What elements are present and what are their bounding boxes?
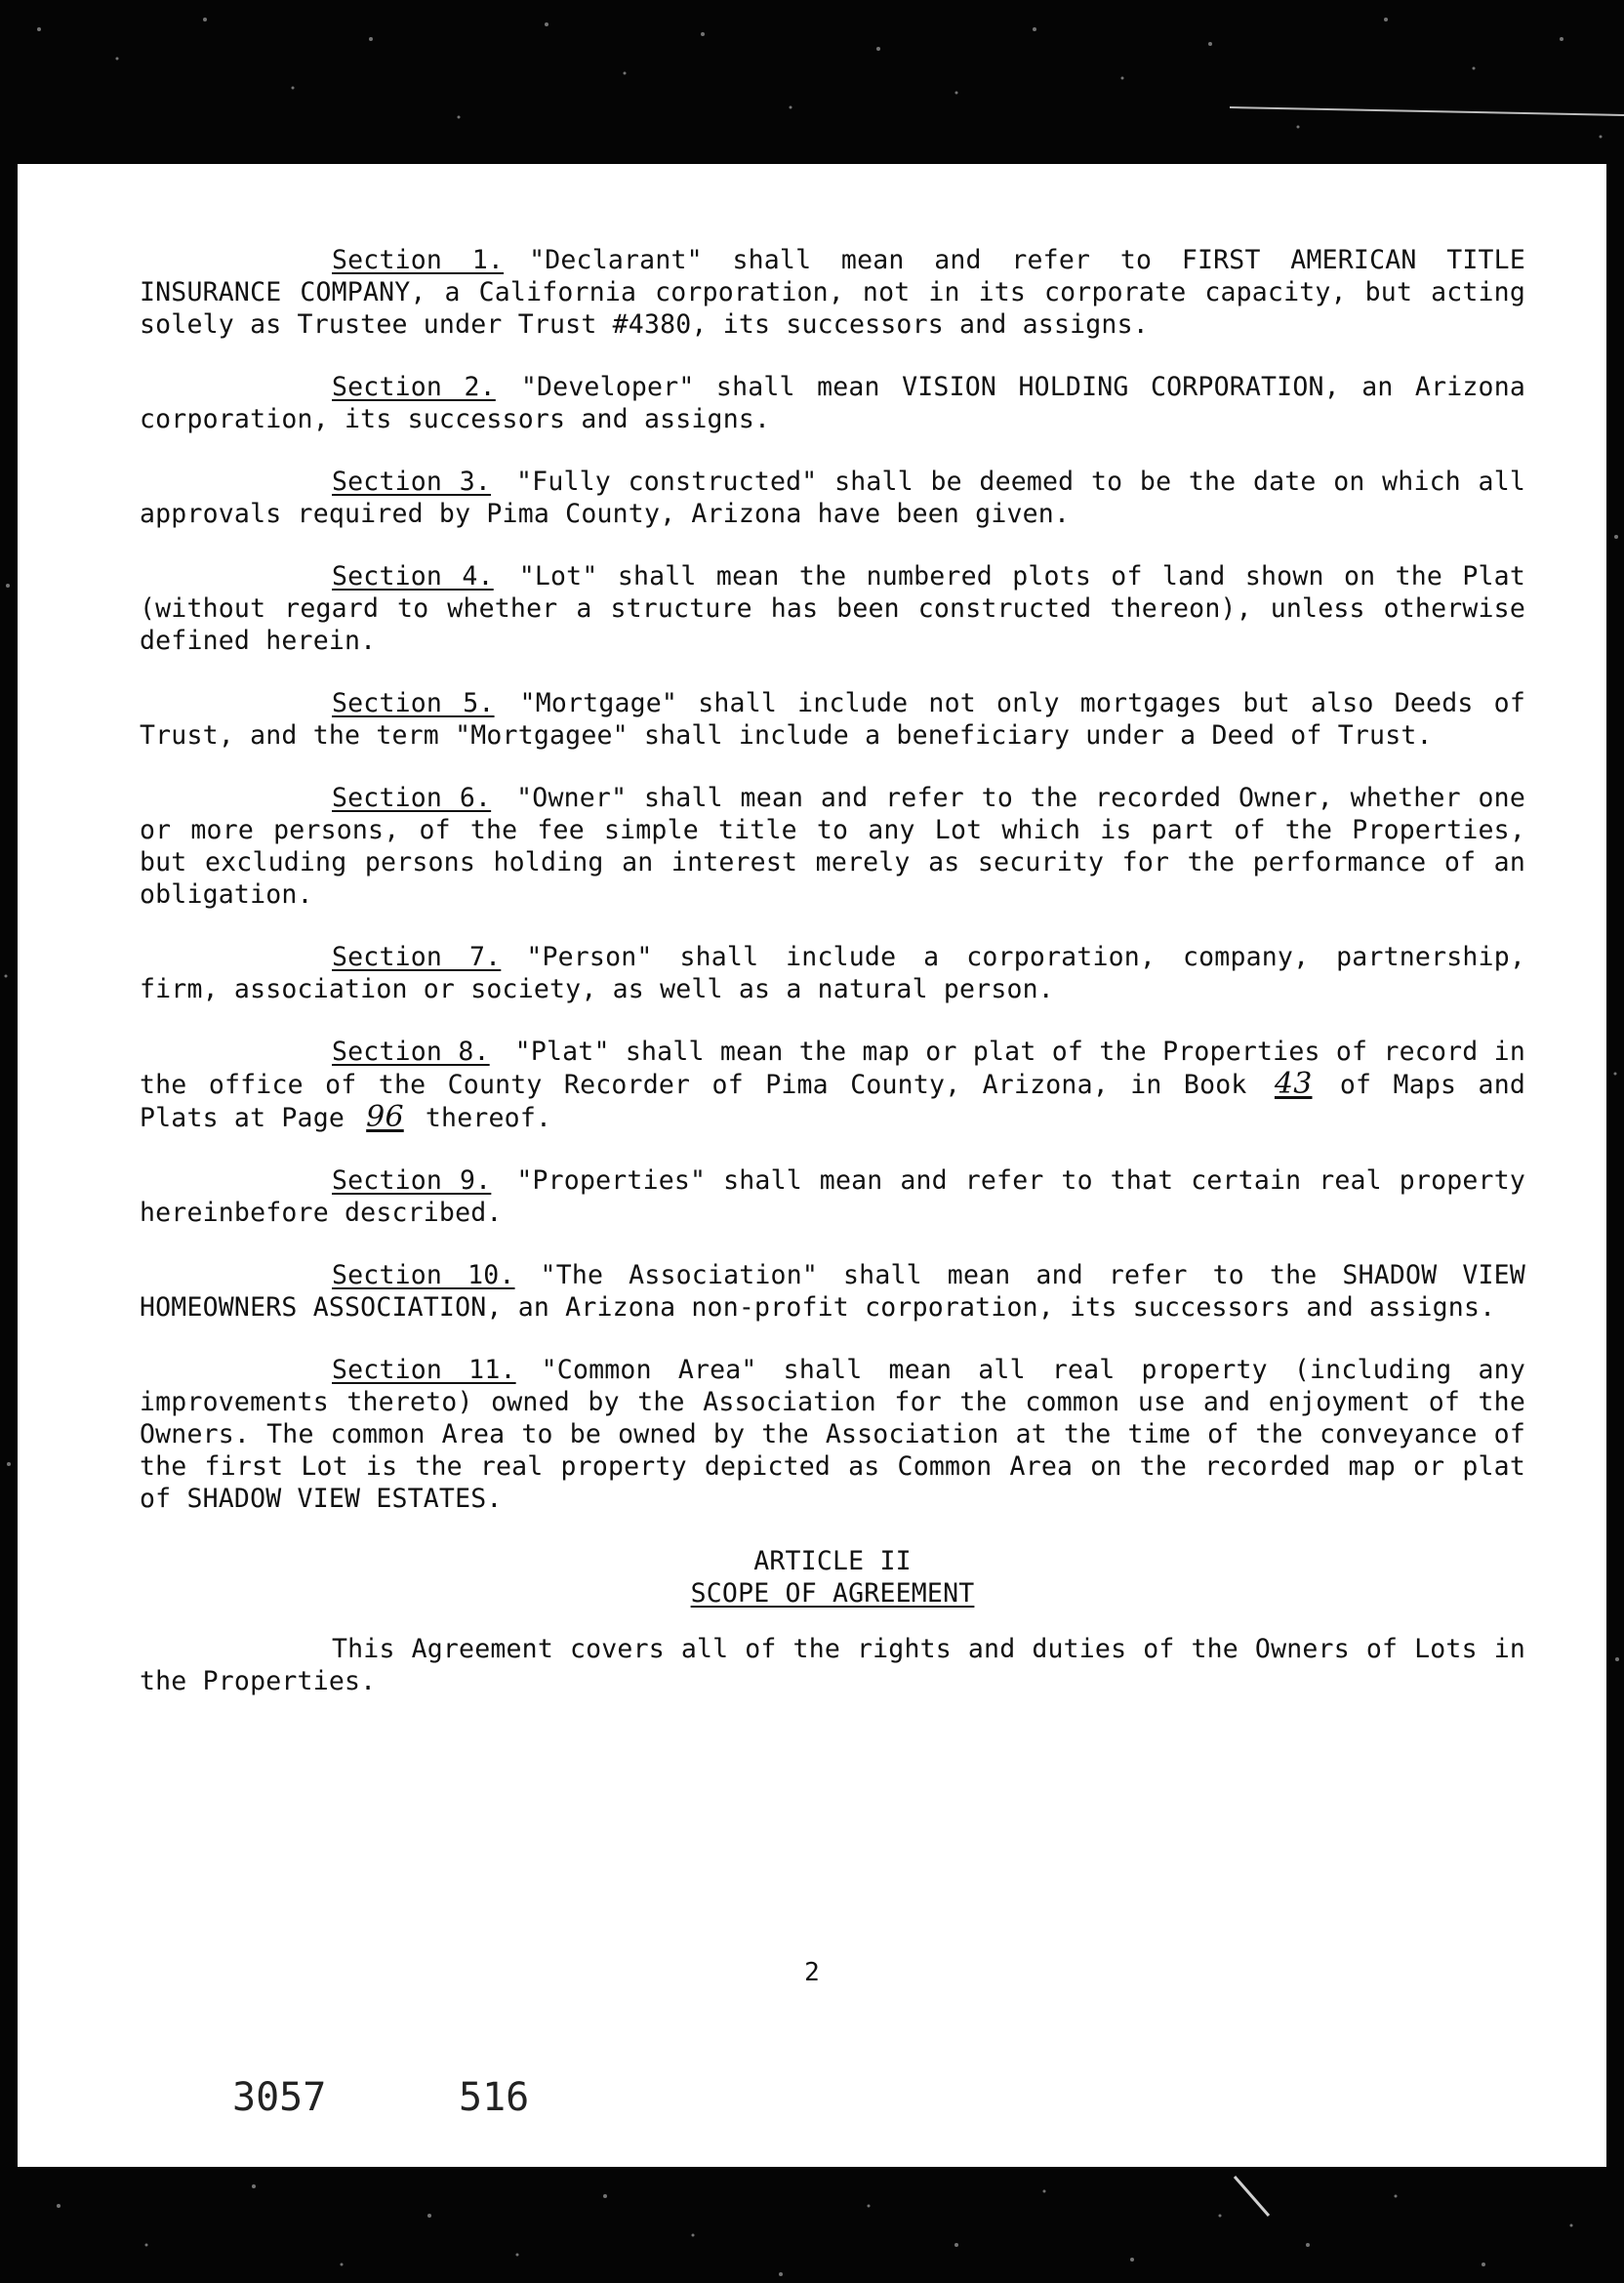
section-text: "Plat" shall mean the map or plat of the Properties of record in the office of the County Recorder of Pima County, Arizona, in Book bbox=[140, 1037, 1525, 1100]
section-text: "The Association" shall mean and refer to the SHADOW VIEW HOMEOWNERS ASSOCIATION, an Arizona non-profit corporation, its successors and assigns. bbox=[140, 1260, 1525, 1323]
section-heading: Section 11. bbox=[332, 1355, 516, 1385]
section-text: "Owner" shall mean and refer to the recorded Owner, whether one or more persons, of the fee simple title to any Lot which is part of the Properties, but excluding persons holding an interest merely as security for the performance of an obligation. bbox=[140, 783, 1525, 910]
page-number: 2 bbox=[804, 1958, 820, 1987]
section-text: "Common Area" shall mean all real property (including any improvements thereto) owned by the Association for the common use and enjoyment of the Owners. The common Area to be owned by the Association at the time of the conveyance of the first Lot is the real property depicted as Common Area on the recorded map or plat of SHADOW VIEW ESTATES. bbox=[140, 1355, 1525, 1514]
article-heading bbox=[140, 1545, 1525, 1610]
section-8 bbox=[140, 1036, 1525, 1134]
section-heading: Section 9. bbox=[332, 1165, 492, 1196]
section-text-continued: of Maps and Plats at Page bbox=[140, 1070, 1526, 1133]
handwritten-page-number: 96 bbox=[366, 1100, 404, 1134]
section-heading: Section 3. bbox=[332, 467, 492, 497]
document-body bbox=[140, 244, 1525, 1728]
handwritten-book-number: 43 bbox=[1274, 1067, 1313, 1101]
section-2 bbox=[140, 371, 1525, 435]
document-page bbox=[18, 164, 1606, 2167]
section-3 bbox=[140, 466, 1525, 530]
section-heading: Section 6. bbox=[332, 783, 492, 813]
section-heading: Section 4. bbox=[332, 561, 494, 591]
section-7 bbox=[140, 941, 1525, 1005]
section-text: "Declarant" shall mean and refer to FIRST AMERICAN TITLE INSURANCE COMPANY, a California corporation, not in its corporate capacity, but acting solely as Trustee under Trust #4380, its successors and assigns. bbox=[140, 245, 1525, 340]
section-text: "Lot" shall mean the numbered plots of land shown on the Plat (without regard to whether a structure has been constructed thereon), unless otherwise defined herein. bbox=[140, 561, 1525, 656]
section-4 bbox=[140, 560, 1525, 657]
section-text-end: thereof. bbox=[425, 1103, 552, 1133]
article-body-text: This Agreement covers all of the rights and duties of the Owners of Lots in the Properties. bbox=[140, 1634, 1525, 1696]
section-5 bbox=[140, 687, 1525, 752]
recording-book-number: 3057 bbox=[232, 2075, 327, 2120]
section-text: "Properties" shall mean and refer to that certain real property hereinbefore described. bbox=[140, 1165, 1525, 1228]
section-6 bbox=[140, 782, 1525, 911]
section-heading: Section 10. bbox=[332, 1260, 515, 1290]
section-9 bbox=[140, 1164, 1525, 1229]
recording-page-number: 516 bbox=[459, 2075, 530, 2120]
section-text: "Fully constructed" shall be deemed to be the date on which all approvals required by Pima County, Arizona have been given. bbox=[140, 467, 1525, 529]
article-body bbox=[140, 1633, 1525, 1697]
section-1 bbox=[140, 244, 1525, 341]
section-heading: Section 1. bbox=[332, 245, 505, 275]
article-number: ARTICLE II bbox=[753, 1546, 912, 1576]
section-text: "Mortgage" shall include not only mortgages but also Deeds of Trust, and the term "Mortgagee" shall include a beneficiary under a Deed of Trust. bbox=[140, 688, 1525, 751]
section-text: "Person" shall include a corporation, company, partnership, firm, association or society, as well as a natural person. bbox=[140, 942, 1525, 1004]
section-heading: Section 2. bbox=[332, 372, 496, 402]
section-11 bbox=[140, 1354, 1525, 1515]
section-heading: Section 5. bbox=[332, 688, 495, 718]
article-title: SCOPE OF AGREEMENT bbox=[690, 1578, 975, 1609]
section-10 bbox=[140, 1259, 1525, 1324]
section-heading: Section 8. bbox=[332, 1037, 490, 1067]
section-heading: Section 7. bbox=[332, 942, 502, 972]
section-text: "Developer" shall mean VISION HOLDING CORPORATION, an Arizona corporation, its successors and assigns. bbox=[140, 372, 1526, 434]
